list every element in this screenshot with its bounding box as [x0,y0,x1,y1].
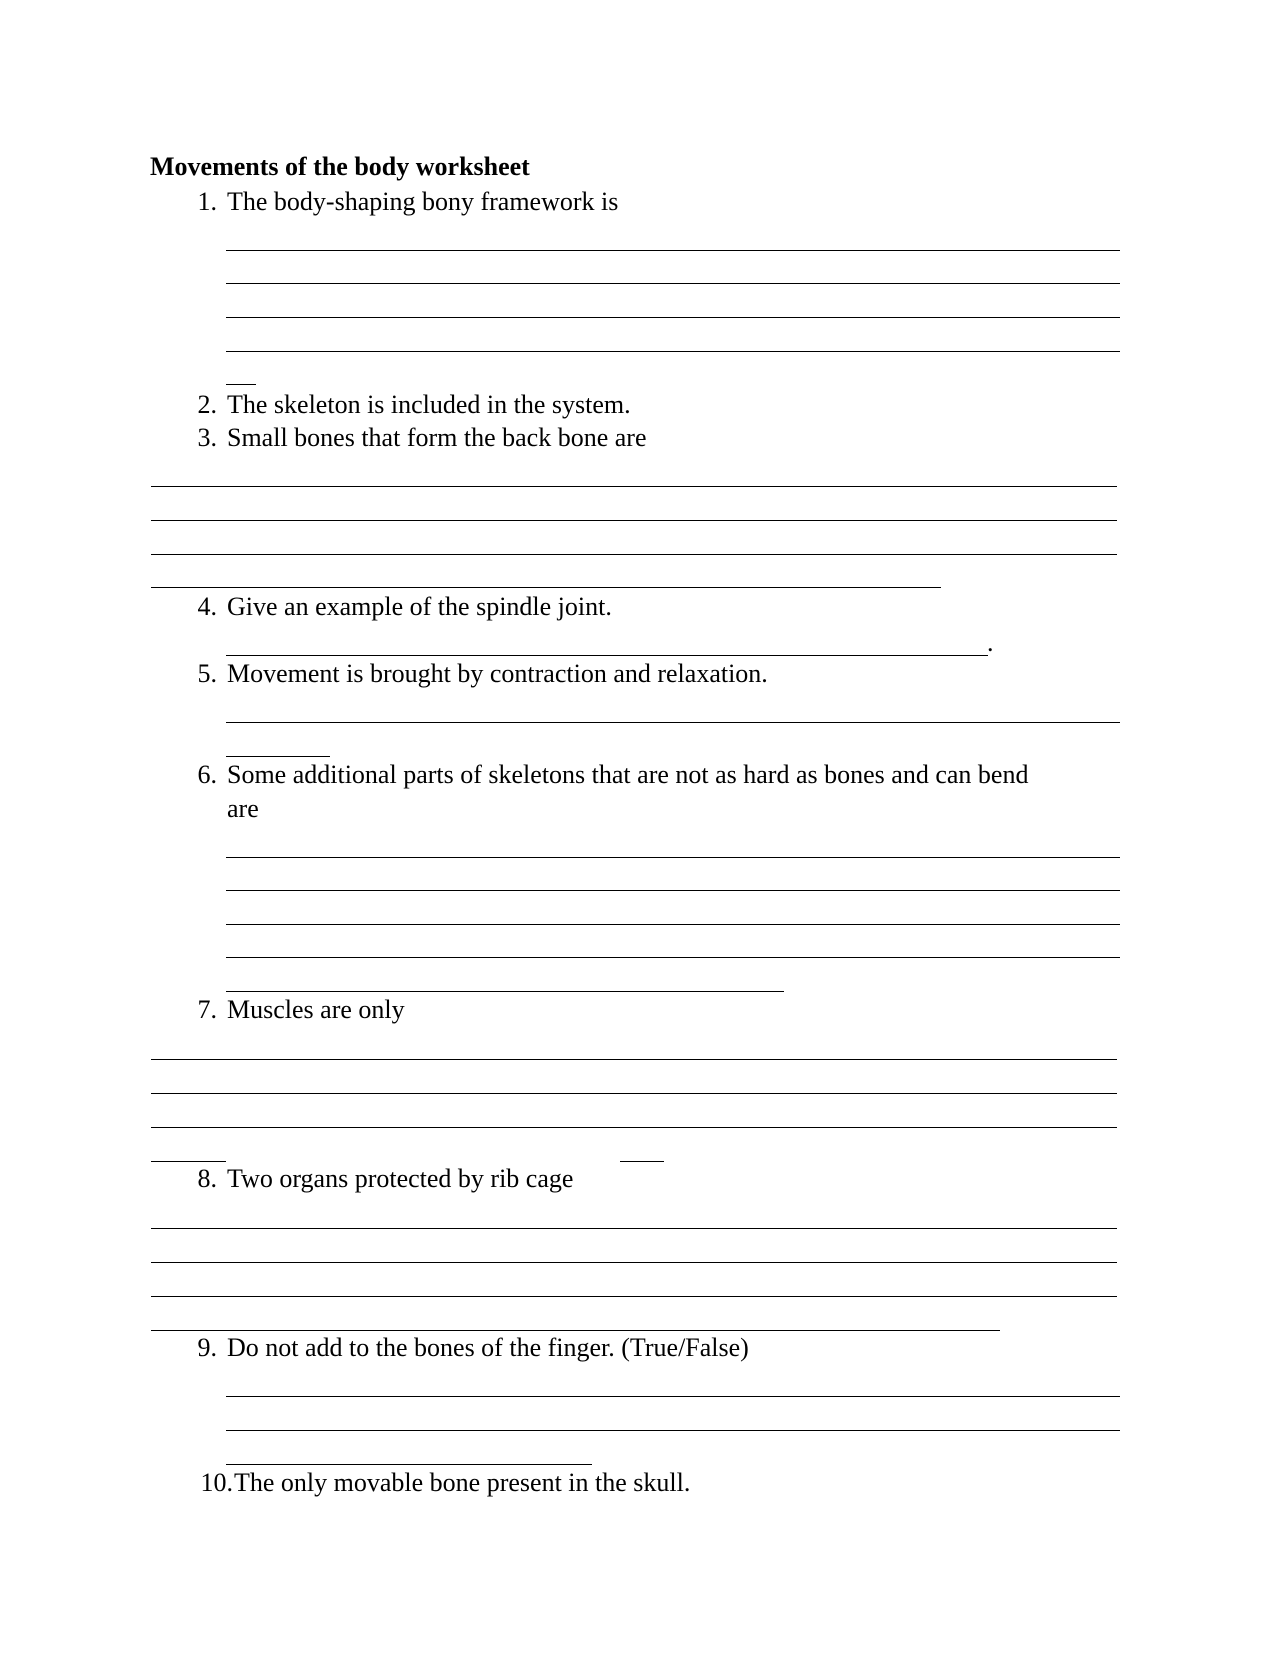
answer-line[interactable] [226,351,1120,352]
answer-period: . [987,628,994,657]
answer-line[interactable] [226,924,1120,925]
question-number: 10. [200,1468,233,1497]
question-number: 3. [197,423,217,452]
answer-line[interactable] [151,1059,1117,1060]
question-text: Two organs protected by rib cage [227,1164,574,1193]
question-text: The body-shaping bony framework is [227,187,619,216]
answer-line[interactable] [226,957,1120,958]
answer-line[interactable] [151,486,1117,487]
question-number: 1. [197,187,217,216]
question-text: Give an example of the spindle joint. [227,592,612,621]
question-number: 5. [197,659,217,688]
answer-line[interactable] [226,655,988,656]
question-text: The only movable bone present in the skull. [234,1468,691,1497]
question-number: 9. [197,1333,217,1362]
question-text: Some additional parts of skeletons that are not as hard as bones and can bend [227,760,1029,789]
answer-line[interactable] [226,991,784,992]
answer-line[interactable] [226,250,1120,251]
answer-line[interactable] [226,722,1120,723]
answer-line[interactable] [226,1430,1120,1431]
answer-line[interactable] [226,384,256,385]
answer-line[interactable] [151,587,941,588]
answer-line[interactable] [226,317,1120,318]
question-text: Do not add to the bones of the finger. (True/False) [227,1333,749,1362]
answer-line[interactable] [151,1127,1117,1128]
question-text: The skeleton is included in the system. [227,390,631,419]
answer-line[interactable] [151,1093,1117,1094]
answer-line[interactable] [620,1161,664,1162]
question-number: 6. [197,760,217,789]
question-text: Movement is brought by contraction and relaxation. [227,659,768,688]
question-number: 2. [197,390,217,419]
question-text: Muscles are only [227,995,405,1024]
answer-line[interactable] [226,890,1120,891]
answer-line[interactable] [226,857,1120,858]
answer-line[interactable] [226,1464,592,1465]
answer-line[interactable] [226,756,330,757]
answer-line[interactable] [151,554,1117,555]
answer-line[interactable] [151,1228,1117,1229]
question-number: 8. [197,1164,217,1193]
question-number: 4. [197,592,217,621]
question-text: Small bones that form the back bone are [227,423,647,452]
answer-line[interactable] [226,1396,1120,1397]
answer-line[interactable] [226,283,1120,284]
answer-line[interactable] [151,1296,1117,1297]
question-number: 7. [197,995,217,1024]
answer-line[interactable] [151,520,1117,521]
answer-line[interactable] [151,1262,1117,1263]
question-text-continuation: are [227,794,259,823]
worksheet-title: Movements of the body worksheet [150,152,530,181]
